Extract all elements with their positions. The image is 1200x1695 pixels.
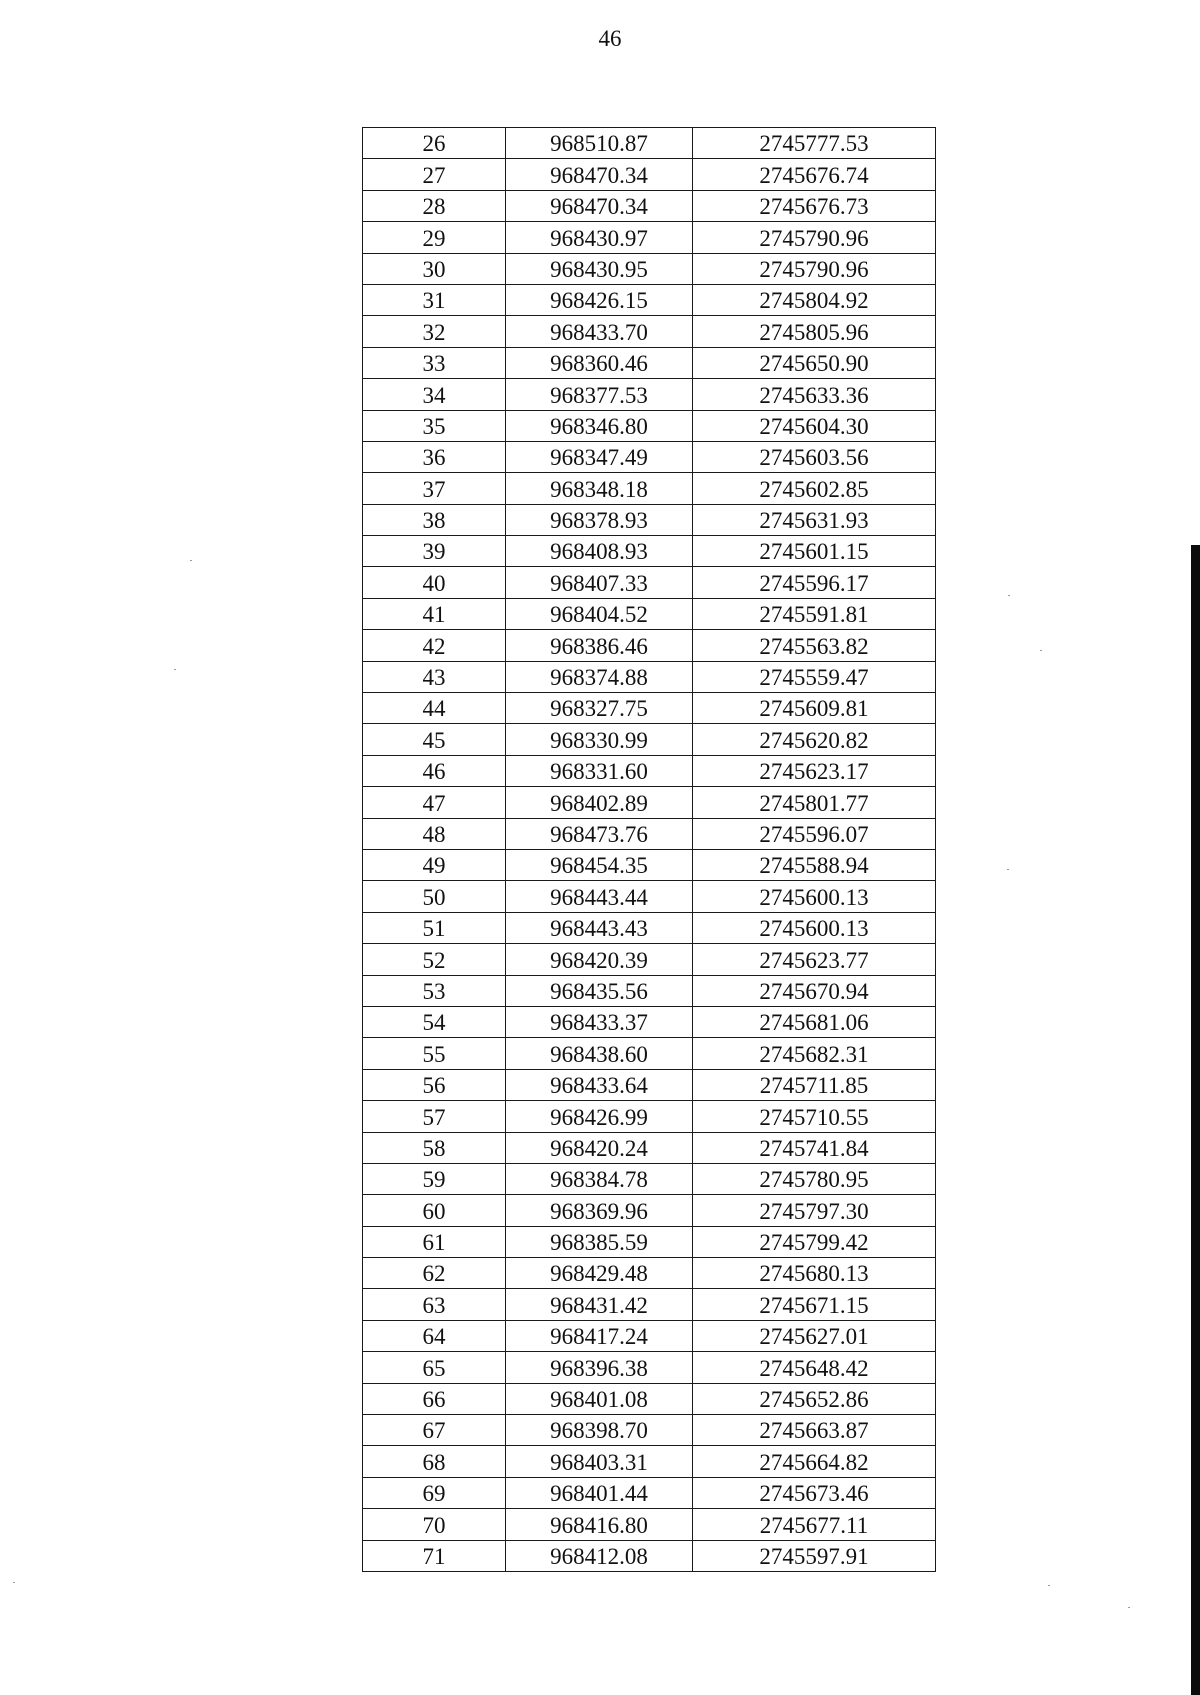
point-number-cell: 52: [363, 944, 506, 975]
point-number-cell: 40: [363, 567, 506, 598]
table-row: [363, 787, 936, 818]
point-number-cell: 59: [363, 1163, 506, 1194]
x-coordinate-cell: 968438.60: [506, 1038, 693, 1069]
point-number-cell: 71: [363, 1540, 506, 1571]
table-row: [363, 1006, 936, 1037]
point-number-cell: 36: [363, 441, 506, 472]
table-row: [363, 1477, 936, 1508]
table-row: [363, 128, 936, 159]
x-coordinate-cell: 968346.80: [506, 410, 693, 441]
point-number-cell: 39: [363, 536, 506, 567]
point-number-cell: 49: [363, 849, 506, 880]
y-coordinate-cell: 2745741.84: [693, 1132, 936, 1163]
point-number-cell: 64: [363, 1320, 506, 1351]
table-row: [363, 1069, 936, 1100]
x-coordinate-cell: 968369.96: [506, 1195, 693, 1226]
y-coordinate-cell: 2745631.93: [693, 504, 936, 535]
coordinates-table: [362, 127, 936, 1572]
y-coordinate-cell: 2745652.86: [693, 1383, 936, 1414]
x-coordinate-cell: 968331.60: [506, 755, 693, 786]
point-number-cell: 55: [363, 1038, 506, 1069]
scan-speck: [190, 560, 192, 561]
table-row: [363, 222, 936, 253]
y-coordinate-cell: 2745623.77: [693, 944, 936, 975]
table-row: [363, 755, 936, 786]
y-coordinate-cell: 2745804.92: [693, 284, 936, 315]
point-number-cell: 50: [363, 881, 506, 912]
table-row: [363, 159, 936, 190]
point-number-cell: 28: [363, 190, 506, 221]
point-number-cell: 62: [363, 1258, 506, 1289]
table-row: [363, 504, 936, 535]
y-coordinate-cell: 2745710.55: [693, 1101, 936, 1132]
table-row: [363, 881, 936, 912]
x-coordinate-cell: 968430.95: [506, 253, 693, 284]
scan-speck: [1048, 1585, 1050, 1586]
point-number-cell: 54: [363, 1006, 506, 1037]
x-coordinate-cell: 968470.34: [506, 159, 693, 190]
point-number-cell: 45: [363, 724, 506, 755]
point-number-cell: 60: [363, 1195, 506, 1226]
point-number-cell: 26: [363, 128, 506, 159]
y-coordinate-cell: 2745682.31: [693, 1038, 936, 1069]
y-coordinate-cell: 2745596.07: [693, 818, 936, 849]
point-number-cell: 30: [363, 253, 506, 284]
x-coordinate-cell: 968347.49: [506, 441, 693, 472]
x-coordinate-cell: 968417.24: [506, 1320, 693, 1351]
y-coordinate-cell: 2745627.01: [693, 1320, 936, 1351]
x-coordinate-cell: 968430.97: [506, 222, 693, 253]
point-number-cell: 63: [363, 1289, 506, 1320]
scan-speck: [174, 669, 176, 670]
x-coordinate-cell: 968401.08: [506, 1383, 693, 1414]
point-number-cell: 56: [363, 1069, 506, 1100]
y-coordinate-cell: 2745600.13: [693, 881, 936, 912]
y-coordinate-cell: 2745790.96: [693, 253, 936, 284]
x-coordinate-cell: 968378.93: [506, 504, 693, 535]
point-number-cell: 31: [363, 284, 506, 315]
x-coordinate-cell: 968416.80: [506, 1509, 693, 1540]
x-coordinate-cell: 968348.18: [506, 473, 693, 504]
x-coordinate-cell: 968408.93: [506, 536, 693, 567]
point-number-cell: 33: [363, 347, 506, 378]
y-coordinate-cell: 2745633.36: [693, 379, 936, 410]
table-row: [363, 379, 936, 410]
table-row: [363, 1226, 936, 1257]
x-coordinate-cell: 968407.33: [506, 567, 693, 598]
point-number-cell: 41: [363, 598, 506, 629]
x-coordinate-cell: 968360.46: [506, 347, 693, 378]
y-coordinate-cell: 2745797.30: [693, 1195, 936, 1226]
point-number-cell: 37: [363, 473, 506, 504]
scan-speck: [1007, 869, 1009, 870]
table-row: [363, 944, 936, 975]
point-number-cell: 57: [363, 1101, 506, 1132]
point-number-cell: 67: [363, 1415, 506, 1446]
table-row: [363, 441, 936, 472]
point-number-cell: 34: [363, 379, 506, 410]
y-coordinate-cell: 2745609.81: [693, 693, 936, 724]
x-coordinate-cell: 968412.08: [506, 1540, 693, 1571]
point-number-cell: 35: [363, 410, 506, 441]
table-row: [363, 567, 936, 598]
y-coordinate-cell: 2745648.42: [693, 1352, 936, 1383]
point-number-cell: 43: [363, 661, 506, 692]
y-coordinate-cell: 2745680.13: [693, 1258, 936, 1289]
y-coordinate-cell: 2745597.91: [693, 1540, 936, 1571]
y-coordinate-cell: 2745677.11: [693, 1509, 936, 1540]
point-number-cell: 65: [363, 1352, 506, 1383]
y-coordinate-cell: 2745591.81: [693, 598, 936, 629]
table-row: [363, 1383, 936, 1414]
x-coordinate-cell: 968398.70: [506, 1415, 693, 1446]
table-row: [363, 190, 936, 221]
point-number-cell: 42: [363, 630, 506, 661]
x-coordinate-cell: 968386.46: [506, 630, 693, 661]
table-row: [363, 410, 936, 441]
y-coordinate-cell: 2745588.94: [693, 849, 936, 880]
y-coordinate-cell: 2745711.85: [693, 1069, 936, 1100]
y-coordinate-cell: 2745559.47: [693, 661, 936, 692]
y-coordinate-cell: 2745620.82: [693, 724, 936, 755]
table-row: [363, 1132, 936, 1163]
x-coordinate-cell: 968420.24: [506, 1132, 693, 1163]
scan-speck: [13, 1582, 15, 1583]
point-number-cell: 61: [363, 1226, 506, 1257]
y-coordinate-cell: 2745601.15: [693, 536, 936, 567]
point-number-cell: 53: [363, 975, 506, 1006]
x-coordinate-cell: 968402.89: [506, 787, 693, 818]
x-coordinate-cell: 968384.78: [506, 1163, 693, 1194]
x-coordinate-cell: 968426.15: [506, 284, 693, 315]
table-row: [363, 912, 936, 943]
y-coordinate-cell: 2745623.17: [693, 755, 936, 786]
table-row: [363, 536, 936, 567]
table-row: [363, 598, 936, 629]
y-coordinate-cell: 2745790.96: [693, 222, 936, 253]
x-coordinate-cell: 968433.64: [506, 1069, 693, 1100]
table-row: [363, 1352, 936, 1383]
x-coordinate-cell: 968420.39: [506, 944, 693, 975]
point-number-cell: 38: [363, 504, 506, 535]
y-coordinate-cell: 2745676.74: [693, 159, 936, 190]
page-number: 46: [598, 26, 622, 51]
table-row: [363, 284, 936, 315]
x-coordinate-cell: 968330.99: [506, 724, 693, 755]
table-row: [363, 1320, 936, 1351]
table-row: [363, 849, 936, 880]
y-coordinate-cell: 2745650.90: [693, 347, 936, 378]
table-row: [363, 630, 936, 661]
table-row: [363, 975, 936, 1006]
coordinates-table-body: [363, 128, 936, 1572]
table-row: [363, 1540, 936, 1571]
y-coordinate-cell: 2745671.15: [693, 1289, 936, 1320]
table-row: [363, 316, 936, 347]
x-coordinate-cell: 968443.43: [506, 912, 693, 943]
y-coordinate-cell: 2745777.53: [693, 128, 936, 159]
y-coordinate-cell: 2745596.17: [693, 567, 936, 598]
x-coordinate-cell: 968435.56: [506, 975, 693, 1006]
y-coordinate-cell: 2745604.30: [693, 410, 936, 441]
y-coordinate-cell: 2745681.06: [693, 1006, 936, 1037]
table-row: [363, 347, 936, 378]
point-number-cell: 44: [363, 693, 506, 724]
table-row: [363, 661, 936, 692]
point-number-cell: 47: [363, 787, 506, 818]
table-row: [363, 1289, 936, 1320]
y-coordinate-cell: 2745780.95: [693, 1163, 936, 1194]
table-row: [363, 724, 936, 755]
table-row: [363, 1415, 936, 1446]
table-row: [363, 253, 936, 284]
point-number-cell: 27: [363, 159, 506, 190]
x-coordinate-cell: 968429.48: [506, 1258, 693, 1289]
point-number-cell: 66: [363, 1383, 506, 1414]
y-coordinate-cell: 2745805.96: [693, 316, 936, 347]
table-row: [363, 1101, 936, 1132]
x-coordinate-cell: 968510.87: [506, 128, 693, 159]
x-coordinate-cell: 968443.44: [506, 881, 693, 912]
table-row: [363, 693, 936, 724]
x-coordinate-cell: 968431.42: [506, 1289, 693, 1320]
x-coordinate-cell: 968327.75: [506, 693, 693, 724]
x-coordinate-cell: 968385.59: [506, 1226, 693, 1257]
y-coordinate-cell: 2745663.87: [693, 1415, 936, 1446]
x-coordinate-cell: 968374.88: [506, 661, 693, 692]
y-coordinate-cell: 2745799.42: [693, 1226, 936, 1257]
x-coordinate-cell: 968404.52: [506, 598, 693, 629]
scan-edge-bar: [1191, 545, 1200, 1695]
point-number-cell: 58: [363, 1132, 506, 1163]
point-number-cell: 69: [363, 1477, 506, 1508]
point-number-cell: 29: [363, 222, 506, 253]
point-number-cell: 51: [363, 912, 506, 943]
table-row: [363, 1195, 936, 1226]
table-row: [363, 1038, 936, 1069]
y-coordinate-cell: 2745563.82: [693, 630, 936, 661]
x-coordinate-cell: 968401.44: [506, 1477, 693, 1508]
x-coordinate-cell: 968433.70: [506, 316, 693, 347]
scan-speck: [1040, 650, 1042, 651]
scan-speck: [1008, 595, 1010, 596]
point-number-cell: 68: [363, 1446, 506, 1477]
table-row: [363, 1446, 936, 1477]
point-number-cell: 32: [363, 316, 506, 347]
x-coordinate-cell: 968473.76: [506, 818, 693, 849]
y-coordinate-cell: 2745602.85: [693, 473, 936, 504]
y-coordinate-cell: 2745801.77: [693, 787, 936, 818]
table-row: [363, 1163, 936, 1194]
x-coordinate-cell: 968454.35: [506, 849, 693, 880]
scan-speck: [1128, 1607, 1130, 1608]
y-coordinate-cell: 2745676.73: [693, 190, 936, 221]
table-row: [363, 1509, 936, 1540]
y-coordinate-cell: 2745600.13: [693, 912, 936, 943]
y-coordinate-cell: 2745670.94: [693, 975, 936, 1006]
y-coordinate-cell: 2745673.46: [693, 1477, 936, 1508]
point-number-cell: 48: [363, 818, 506, 849]
x-coordinate-cell: 968396.38: [506, 1352, 693, 1383]
point-number-cell: 46: [363, 755, 506, 786]
x-coordinate-cell: 968403.31: [506, 1446, 693, 1477]
point-number-cell: 70: [363, 1509, 506, 1540]
x-coordinate-cell: 968433.37: [506, 1006, 693, 1037]
x-coordinate-cell: 968426.99: [506, 1101, 693, 1132]
y-coordinate-cell: 2745664.82: [693, 1446, 936, 1477]
table-row: [363, 818, 936, 849]
x-coordinate-cell: 968470.34: [506, 190, 693, 221]
x-coordinate-cell: 968377.53: [506, 379, 693, 410]
table-row: [363, 1258, 936, 1289]
y-coordinate-cell: 2745603.56: [693, 441, 936, 472]
table-row: [363, 473, 936, 504]
